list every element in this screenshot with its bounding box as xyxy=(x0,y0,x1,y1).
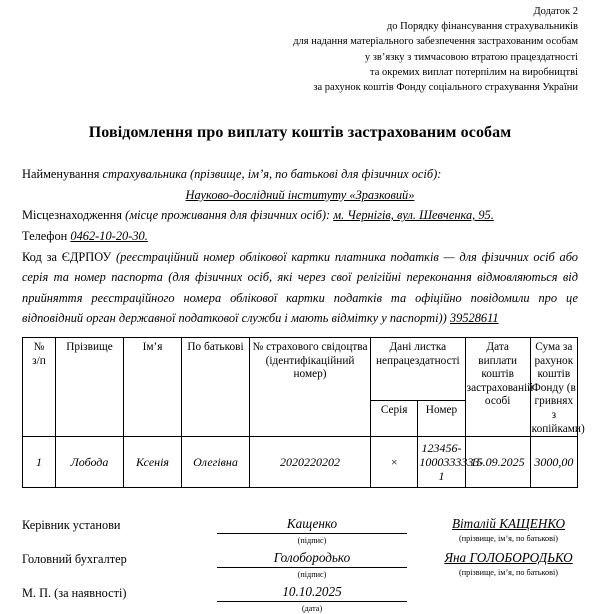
insurer-name-label: Найменування xyxy=(22,167,103,182)
phone-value: 0462-10-20-30. xyxy=(70,228,148,243)
appendix-header-line-4: у зв’язку з тимчасовою втратою працездатності xyxy=(364,51,578,63)
col-header-amount: Сума за рахунок коштів Фонду (в гривнях з копійками) xyxy=(530,338,577,437)
form-fields xyxy=(22,164,578,328)
signature-row-director xyxy=(22,516,578,546)
signature-row-accountant xyxy=(22,550,578,580)
field-location xyxy=(22,205,578,226)
phone-label: Телефон xyxy=(22,228,71,243)
cell-amount: 3000,00 xyxy=(530,437,577,488)
payments-table-body xyxy=(23,437,578,488)
cell-patronymic: Олегівна xyxy=(182,437,250,488)
signature-value-director: Кащенко xyxy=(217,516,407,534)
signature-caption-director: (підпис) xyxy=(297,536,327,546)
signature-name-field-accountant xyxy=(421,550,596,578)
col-header-surname: Прізвище xyxy=(56,338,124,437)
payments-table-header xyxy=(23,338,585,437)
edrpou-label: Код за ЄДРПОУ xyxy=(22,250,117,265)
edrpou-hint: (реєстраційний номер облікової картки платника податків — для фізичних осіб або серія та номер паспорта (для фізичних осіб, які через свої релігійні переконання відмовляються від прийняття реєстраційного номера облікової картки податків та офіційно повідомили про це відповідний орган державної податкової служби і мають відмітку у паспорті)) xyxy=(22,250,578,325)
col-header-sick-leave-group: Дані листка непрацездатності xyxy=(371,338,466,401)
appendix-header-line-1: Додаток 2 xyxy=(533,6,578,17)
signature-name-caption-director: (прізвище, ім’я, по батькові) xyxy=(459,534,558,544)
cell-payment-date: 15.09.2025 xyxy=(465,437,530,488)
signature-caption-accountant: (підпис) xyxy=(297,570,327,580)
signature-name-accountant: Яна ГОЛОБОРОДЬКО xyxy=(444,550,573,566)
table-row xyxy=(23,437,578,488)
col-header-payment-date: Дата виплати коштів застрахованій особі xyxy=(465,338,530,437)
field-phone xyxy=(22,226,578,247)
cell-number: 1 xyxy=(23,437,56,488)
col-header-number-line1: № xyxy=(33,341,45,354)
location-label: Місцезнаходження xyxy=(22,208,126,223)
field-insurer-name xyxy=(22,164,578,185)
stamp-label: М. П. (за наявності) xyxy=(22,586,127,601)
date-caption: (дата) xyxy=(301,604,323,614)
signature-label-accountant: Головний бухгалтер xyxy=(22,552,127,567)
signature-row-stamp-date xyxy=(22,584,578,614)
insurer-name-value-row xyxy=(22,185,578,206)
location-hint: (місце проживання для фізичних осіб): xyxy=(125,208,334,223)
col-header-series: Серія xyxy=(371,401,418,437)
col-header-firstname: Ім’я xyxy=(124,338,182,437)
col-header-number-line2: з/п xyxy=(32,354,46,367)
table-header-row-1 xyxy=(23,338,578,401)
appendix-header-line-2: до Порядку фінансування страхувальників xyxy=(386,21,578,33)
cell-firstname: Ксенія xyxy=(124,437,182,488)
col-header-number-doc: Номер xyxy=(418,401,465,437)
insurer-name-value: Науково-дослідний інституту «Зразковий» xyxy=(185,187,415,202)
cell-certificate: 2020220202 xyxy=(250,437,371,488)
signature-field-accountant xyxy=(217,550,407,580)
appendix-header-line-6: за рахунок коштів Фонду соціального страхування України xyxy=(313,82,578,94)
date-field xyxy=(217,584,407,614)
location-value: м. Чернігів, вул. Шевченка, 95. xyxy=(333,208,494,223)
page-title: Повідомлення про виплату коштів застрахованим особам xyxy=(88,124,512,142)
payments-table xyxy=(22,337,585,488)
signature-name-caption-accountant: (прізвище, ім’я, по батькові) xyxy=(459,568,558,578)
date-value: 10.10.2025 xyxy=(217,584,407,602)
col-header-number xyxy=(23,338,56,437)
signature-value-accountant: Голобородько xyxy=(217,550,407,568)
signature-name-field-director xyxy=(421,516,596,544)
appendix-header-line-3: для надання матеріального забезпечення застрахованим особам xyxy=(293,36,578,48)
cell-surname: Лобода xyxy=(56,437,124,488)
col-header-certificate: № страхового свідоцтва (ідентифікаційний номер) xyxy=(250,338,371,437)
insurer-name-hint: страхувальника (прізвище, ім’я, по батькові для фізичних осіб): xyxy=(102,167,442,182)
cell-sick-leave-number: 123456-1000333333-1 xyxy=(418,437,465,488)
signature-field-director xyxy=(217,516,407,546)
edrpou-value: 39528611 xyxy=(449,310,499,325)
field-edrpou xyxy=(22,247,578,328)
signature-label-director: Керівник установи xyxy=(22,518,121,533)
col-header-patronymic: По батькові xyxy=(182,338,250,437)
signature-block xyxy=(22,516,578,614)
appendix-header xyxy=(22,4,578,95)
appendix-header-line-5: та окремих виплат потерпілим на виробництві xyxy=(370,66,578,78)
cell-series: × xyxy=(371,437,418,488)
signature-name-director: Віталій КАЩЕНКО xyxy=(451,516,566,532)
